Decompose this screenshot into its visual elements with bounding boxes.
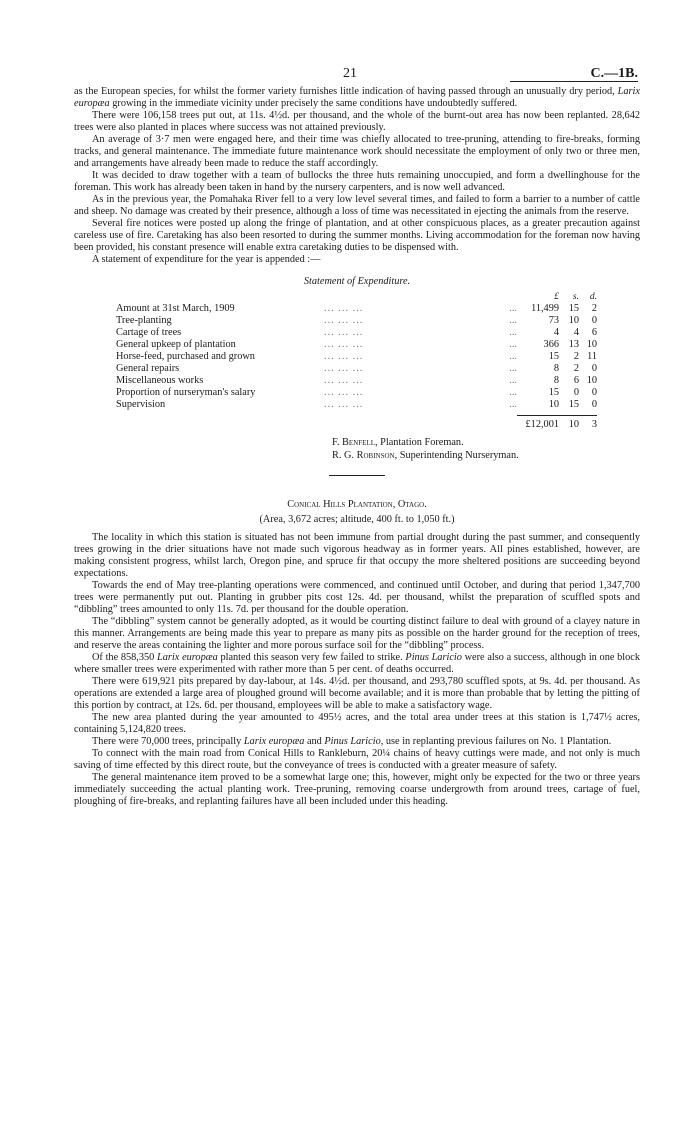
statement-title: Statement of Expenditure. — [303, 276, 411, 287]
expenditure-row: General upkeep of plantation ... ... ... ... 366 13 10 — [116, 339, 597, 350]
signature-block — [332, 436, 640, 462]
pounds-header: £ — [554, 292, 559, 302]
paragraph — [74, 110, 640, 134]
total-pence: 3 — [591, 419, 597, 430]
expenditure-row: Supervision ... ... ... ... 10 15 0 — [116, 399, 597, 410]
statement-of-expenditure — [74, 276, 640, 431]
amount-pounds: 73 — [548, 315, 559, 326]
expenditure-item: Miscellaneous works — [116, 375, 204, 386]
section-pomahaka-report — [74, 86, 640, 266]
amount-shillings: 4 — [573, 327, 579, 338]
signature-line — [332, 436, 640, 449]
amount-pence: 0 — [591, 315, 597, 326]
small-caps-text: F. Benfell — [332, 437, 375, 448]
italic-term: Pinus Laricio — [324, 736, 381, 747]
expenditure-row: Cartage of trees ... ... ... ... 4 4 6 — [116, 327, 597, 338]
text-run: An average of 3·7 men were engaged here, and their time was chiefly allocated to tree-pruning, attending to fire-breaks, forming tracks, and general maintenance. The immediate future maintenance work should necessitate the employment of only two or three men, and arrangements have already been made to reduce the staff accordingly. — [74, 134, 640, 169]
amount-pence: 0 — [591, 363, 597, 374]
text-run: Towards the end of May tree-planting operations were commenced, and continued until October, and during that period 1,347,700 trees were permanently put out. Planting in grubber pits cost 12s. 4d. per thousand, whilst the preparation of scuffled spots and “dibbling” trees amounted to only 11s. 7d. per thousand for the double operation. — [74, 580, 640, 615]
expenditure-row: General repairs ... ... ... ... 8 2 0 — [116, 363, 597, 374]
amount-pence: 10 — [586, 375, 597, 386]
amount-pence: 0 — [591, 399, 597, 410]
section-title-conical-hills — [74, 499, 640, 511]
total-shillings: 10 — [568, 419, 579, 430]
pence-header: d. — [589, 292, 597, 302]
text-run: There were 106,158 trees put out, at 11s. 4½d. per thousand, and the whole of the burnt-out area has now been replanted. 28,642 trees were also planted in places where success was not attained previously. — [74, 110, 640, 133]
amount-pence: 11 — [587, 351, 597, 362]
amount-pence: 10 — [586, 339, 597, 350]
header-rule — [510, 81, 638, 82]
expenditure-total-row — [116, 416, 597, 432]
paragraph — [74, 652, 640, 676]
text-run: (Area, 3,672 acres; altitude, 400 ft. to 1,050 ft.) — [259, 514, 455, 525]
text-run: Of the 858,350 — [92, 652, 158, 663]
text-run: , Superintending Nurseryman. — [394, 450, 519, 461]
expenditure-row: Miscellaneous works ... ... ... ... 8 6 10 — [116, 375, 597, 386]
amount-pence: 2 — [591, 303, 597, 314]
italic-term: Pinus Laricio — [405, 652, 462, 663]
text-run: The locality in which this station is situated has not been immune from partial drought during the past summer, and consequently trees growing in the drier situations have not made such vigorous headway as in former years. All pines established, however, are making consistent progress, whilst larch, Oregon pine, and spruce fir that occupy the more sheltered positions are succeeding beyond expectations. — [74, 532, 640, 579]
text-run: The new area planted during the year amounted to 495½ acres, and the total area under trees at this station is 1,747½ acres, containing 5,124,820 trees. — [74, 712, 640, 735]
amount-pence: 6 — [591, 327, 597, 338]
amount-shillings: 15 — [568, 303, 579, 314]
paragraph — [74, 170, 640, 194]
amount-pounds: 4 — [553, 327, 559, 338]
expenditure-item: Cartage of trees — [116, 327, 182, 338]
amount-pounds: 8 — [553, 363, 559, 374]
section-subtitle — [74, 514, 640, 526]
text-run: planted this season very few failed to strike. — [217, 652, 406, 663]
paragraph — [74, 194, 640, 218]
expenditure-item: General repairs — [116, 363, 180, 374]
expenditure-row: Amount at 31st March, 1909 ... ... ... ... 11,499 15 2 — [116, 303, 597, 314]
amount-pounds: 15 — [548, 351, 559, 362]
paragraph — [74, 772, 640, 808]
paragraph — [74, 736, 640, 748]
italic-term: Larix europæa — [157, 652, 218, 663]
currency-header-row — [116, 291, 597, 303]
amount-shillings: 0 — [573, 387, 579, 398]
paragraph — [74, 580, 640, 616]
amount-pounds: 366 — [543, 339, 559, 350]
document-body — [74, 86, 640, 808]
text-run: Several fire notices were posted up along the fringe of plantation, and at other conspicuous places, as a greater precaution against careless use of fire. Caretaking has also been resorted to during the summer months. Living accommodation for the foreman now having been provided, his constant presence will enable extra caretaking duties to be dispensed with. — [74, 218, 640, 253]
page-number: 21 — [343, 66, 357, 81]
text-run: The general maintenance item proved to be a somewhat large one; this, however, might only be expected for the two or three years immediately succeeding the actual planting work. Tree-pruning, removing coarse undergrowth from around trees, cartage of fuel, ploughing of fire-breaks, and replanting failures have all been included under this heading. — [74, 772, 640, 807]
small-caps-text: Conical Hills Plantation, Otago — [287, 499, 425, 510]
text-run: As in the previous year, the Pomahaka River fell to a very low level several times, and failed to form a barrier to a number of cattle and sheep. No damage was created by their presence, although a loss of time was necessitated in ejecting the animals from the reserve. — [74, 194, 640, 217]
expenditure-item: Horse-feed, purchased and grown — [116, 351, 255, 362]
expenditure-item: General upkeep of plantation — [116, 339, 236, 350]
paragraph — [74, 218, 640, 254]
paragraph — [74, 134, 640, 170]
expenditure-row: Proportion of nurseryman's salary ... ... ... ... 15 0 0 — [116, 387, 597, 398]
text-run: and — [304, 736, 325, 747]
signature-line — [332, 449, 640, 462]
paragraph — [74, 748, 640, 772]
amount-pounds: 15 — [548, 387, 559, 398]
italic-term: Larix europæa — [74, 86, 640, 109]
expenditure-item: Proportion of nurseryman's salary — [116, 387, 256, 398]
small-caps-text: R. G. Robinson — [332, 450, 395, 461]
text-run: , Plantation Foreman. — [374, 437, 464, 448]
expenditure-row: Horse-feed, purchased and grown ... ... ... ... 15 2 11 — [116, 351, 597, 362]
text-run: There were 619,921 pits prepared by day-labour, at 14s. 4½d. per thousand, and 293,780 scuffled spots, at 9s. 4d. per thousand. As operations are extended a large area of ploughed ground will become available; and it is more than probable that by letting the pitting of this portion by contract, at 12s. 6d. per thousand, employees will be able to make a satisfactory wage. — [74, 676, 640, 711]
text-run: . — [424, 499, 427, 510]
italic-term: Larix europæa — [243, 736, 305, 747]
section-divider — [329, 475, 385, 476]
amount-shillings: 6 — [573, 375, 579, 386]
paragraph — [74, 254, 640, 266]
expenditure-item: Tree-planting — [116, 315, 172, 326]
amount-pounds: 8 — [553, 375, 559, 386]
text-run: , use in replanting previous failures on No. 1 Plantation. — [380, 736, 612, 747]
text-run: A statement of expenditure for the year is appended :— — [92, 254, 321, 265]
expenditure-row: Tree-planting ... ... ... ... 73 10 0 — [116, 315, 597, 326]
section-conical-hills-report — [74, 532, 640, 808]
text-run: To connect with the main road from Conical Hills to Rankleburn, 20¼ chains of heavy cuttings were made, and not only is much saving of time effected by this direct route, but the conveyance of trees is conducted with a greater measure of safety. — [74, 748, 640, 771]
expenditure-item: Amount at 31st March, 1909 — [116, 303, 235, 314]
expenditure-table — [116, 291, 597, 431]
amount-pounds: 11,499 — [531, 303, 559, 314]
text-run: growing in the immediate vicinity under precisely the same conditions have undoubtedly suffered. — [109, 98, 518, 109]
document-reference: C.—1B. — [590, 66, 638, 81]
text-run: The “dibbling” system cannot be generally adopted, as it would be courting distinct failure to deal with ground of a clayey nature in this manner. Arrangements are being made this year to prepare as many pits as possible on the harder ground for the reception of trees, and reserve the areas containing the lighter and more porous surface soil for the “dibbling” process. — [74, 616, 640, 651]
total-pounds: £12,001 — [525, 419, 559, 430]
text-run: were also a success, although in one block where smaller trees were experimented with rather more than 5 per cent. of deaths occurred. — [74, 652, 641, 675]
paragraph — [74, 616, 640, 652]
shillings-header: s. — [572, 292, 579, 302]
amount-shillings: 13 — [568, 339, 579, 350]
paragraph — [74, 676, 640, 712]
text-run: as the European species, for whilst the former variety furnishes little indication of having passed through an unusually dry period, — [74, 86, 618, 97]
amount-shillings: 2 — [573, 351, 579, 362]
amount-shillings: 2 — [573, 363, 579, 374]
amount-shillings: 15 — [568, 399, 579, 410]
paragraph — [74, 712, 640, 736]
text-run: It was decided to draw together with a team of bullocks the three huts remaining unoccupied, and form a dwellinghouse for the foreman. This work has already been taken in hand by the nursery carpenters, and is now well advanced. — [74, 170, 640, 193]
text-run: There were 70,000 trees, principally — [92, 736, 244, 747]
paragraph — [74, 86, 640, 110]
amount-pence: 0 — [591, 387, 597, 398]
amount-pounds: 10 — [548, 399, 559, 410]
paragraph — [74, 532, 640, 580]
expenditure-item: Supervision — [116, 399, 166, 410]
amount-shillings: 10 — [568, 315, 579, 326]
